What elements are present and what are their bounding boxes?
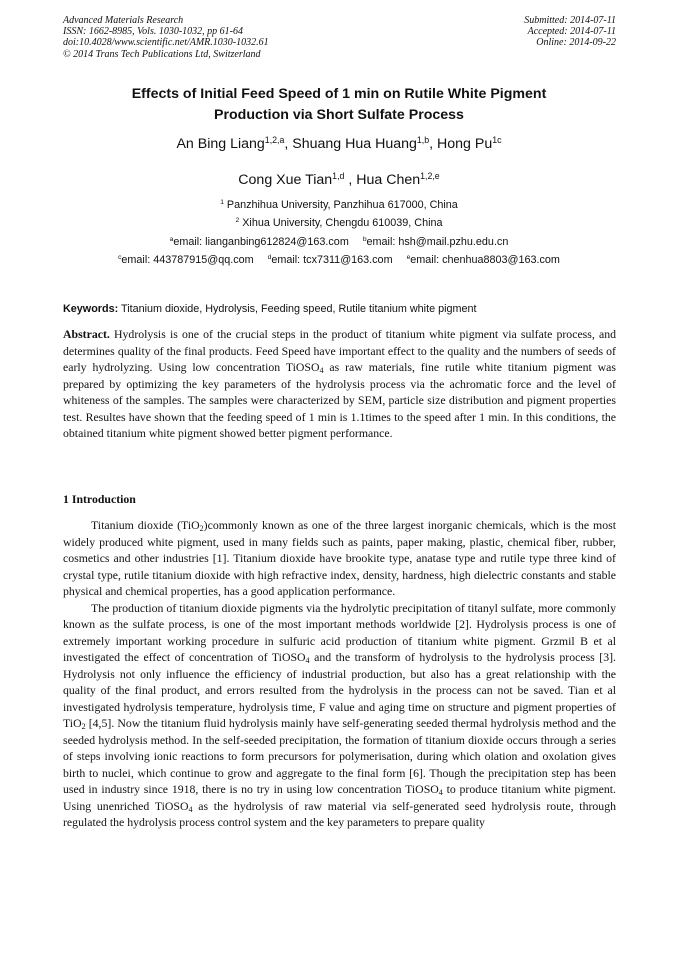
- author-name: Shuang Hua Huang: [292, 136, 417, 152]
- email-line-1: [40, 236, 638, 249]
- email-mark: e: [406, 254, 411, 262]
- intro-paragraph-1: [63, 517, 616, 600]
- email-text: email: lianganbing612824@163.com: [173, 236, 349, 248]
- paragraph-text: as the hydrolysis of raw material via self-generated seed hydrolysis route, through regulated the hydrolysis process control system and the key parameters to prepare quality: [63, 798, 616, 829]
- affiliation-mark: 1: [220, 199, 224, 207]
- affiliation-1: [40, 199, 638, 212]
- introduction-body: [63, 517, 616, 831]
- online-date: Online: 2014-09-22: [536, 37, 616, 49]
- intro-paragraph-2: [63, 600, 616, 831]
- author-separator: ,: [429, 136, 438, 152]
- abstract-text: as raw materials, fine rutile white titanium pigment was prepared by optimizing the key parameters of the hydrolysis process via the achromatic force and the level of whiteness of the samples. The samples were characterized by SEM, particle size distribution and pigment properties test. Resultes have shown that the feeding speed of 1 min is 1.1times to the speed after 1 min. In this conditions, the obtained titanium white pigment showed better pigment performance.: [63, 360, 616, 440]
- email-text: email: 443787915@qq.com: [121, 254, 254, 266]
- paragraph-text: and the transform of hydrolysis to the hydrolysis process [3]. Hydrolysis not only influence the efficiency of industrial production, but also has a great relationship with the quality of the final product, and errors resulted from the hydrolysis in the process can not be saved. Tian et al investigated hydrolysis temperature, hydrolysis time, F value and aging time on structure and pigment properties of TiO: [63, 650, 616, 730]
- author-list-line-2: [40, 172, 638, 189]
- keywords-text: Titanium dioxide, Hydrolysis, Feeding speed, Rutile titanium white pigment: [121, 303, 477, 315]
- keywords-line: [63, 303, 623, 316]
- email-mark: b: [362, 236, 367, 244]
- subscript: 2: [199, 524, 204, 533]
- abstract-label: Abstract.: [63, 327, 110, 341]
- author-name: Hong Pu: [437, 136, 493, 152]
- affiliation-2: [40, 217, 638, 230]
- author-name: Cong Xue Tian: [238, 172, 333, 188]
- author-separator: ,: [344, 172, 357, 188]
- journal-header-left: [63, 15, 269, 60]
- email-text: email: tcx7311@163.com: [271, 254, 393, 266]
- author-list-line-1: [40, 136, 638, 153]
- paragraph-text: to produce titanium white pigment. Using unenriched TiOSO: [63, 782, 616, 813]
- abstract-text: Hydrolysis is one of the crucial steps in the product of titanium white pigment via sulfate process, and determines quality of the final products. Feed Speed have important effect to the quality and the numbers of seeds of early hydrolyzing. Using low concentration TiOSO: [63, 327, 616, 374]
- paragraph-text: [4,5]. Now the titanium fluid hydrolysis mainly have self-generating seeded thermal hydrolysis method and the seeded hydrolysis method. In the self-seeded precipitation, the formation of titanium dioxide occurs through a series of steps involving ionic reactions to form precursors for polymerisation, during which olation and oxolation gives birth to nuclei, which continue to grow and aggregate to the final form [6]. Though the precipitation step has been used in industry since 1918, there is no try in using low concentration TiOSO: [63, 716, 616, 796]
- email-text: email: chenhua8803@163.com: [410, 254, 560, 266]
- email-text: email: hsh@mail.pzhu.edu.cn: [366, 236, 509, 248]
- affiliation-mark: 2: [235, 217, 240, 225]
- author-name: Hua Chen: [356, 172, 421, 188]
- author-affiliation-mark: 1,2,a: [264, 135, 285, 146]
- section-heading-introduction: 1 Introduction: [63, 492, 136, 506]
- paper-title: [60, 84, 618, 126]
- subscript: 4: [305, 656, 310, 665]
- journal-copyright: © 2014 Trans Tech Publications Ltd, Switzerland: [63, 48, 261, 60]
- author-affiliation-mark: 1,b: [416, 135, 430, 146]
- paragraph-text: )commonly known as one of the three largest inorganic chemicals, which is the most widely produced white pigment, used in many fields such as paints, paper making, plastic, chemical fiber, rubber, cosmetics and other industries [1]. Titanium dioxide have brookite type, anatase type and rutile type three kind of crystal type, rutile titanium dioxide with high refractive index, density, hardness, high dielectric constants and stable physical and chemical properties, has a good application performance.: [63, 518, 616, 598]
- author-affiliation-mark: 1c: [492, 135, 502, 146]
- author-name: An Bing Liang: [176, 136, 265, 152]
- paragraph-text: Titanium dioxide (TiO: [91, 518, 200, 532]
- abstract-paragraph: [63, 326, 616, 442]
- subscript: 4: [188, 804, 193, 814]
- author-affiliation-mark: 1,d: [332, 171, 345, 182]
- journal-doi: doi:10.4028/www.scientific.net/AMR.1030-1032.61: [63, 37, 269, 49]
- email-mark: a: [169, 236, 174, 244]
- email-mark: c: [118, 254, 122, 262]
- paragraph-text: The production of titanium dioxide pigments via the hydrolytic precipitation of titanyl sulfate, more commonly known as the sulfate process, is one of the most important methods worldwide [2]. Hydrolysis process is one of extremely important working procedure in sulfuric acid production of titanium white pigment. Grzmil B et al investigated the effect of concentration of TiOSO: [63, 600, 616, 664]
- subscript: 4: [438, 788, 443, 797]
- email-line-2: [40, 254, 638, 267]
- accepted-date: Accepted: 2014-07-11: [527, 26, 616, 38]
- abstract-block: [63, 326, 616, 442]
- keywords-label: Keywords:: [63, 303, 119, 315]
- subscript: 2: [81, 722, 86, 731]
- author-affiliation-mark: 1,2,e: [420, 171, 440, 182]
- submitted-date: Submitted: 2014-07-11: [524, 15, 616, 26]
- author-separator: ,: [284, 136, 293, 152]
- journal-name: Advanced Materials Research: [63, 15, 184, 26]
- title-line-1: Effects of Initial Feed Speed of 1 min on Rutile White Pigment: [131, 86, 547, 102]
- affiliation-text: Panzhihua University, Panzhihua 617000, China: [223, 199, 458, 211]
- affiliation-text: Xihua University, Chengdu 610039, China: [239, 217, 443, 229]
- title-line-2: Production via Short Sulfate Process: [214, 107, 464, 123]
- email-mark: d: [267, 254, 272, 262]
- journal-issn: ISSN: 1662-8985, Vols. 1030-1032, pp 61-64: [63, 26, 243, 38]
- journal-header-right: [524, 15, 616, 49]
- subscript: 4: [319, 366, 324, 375]
